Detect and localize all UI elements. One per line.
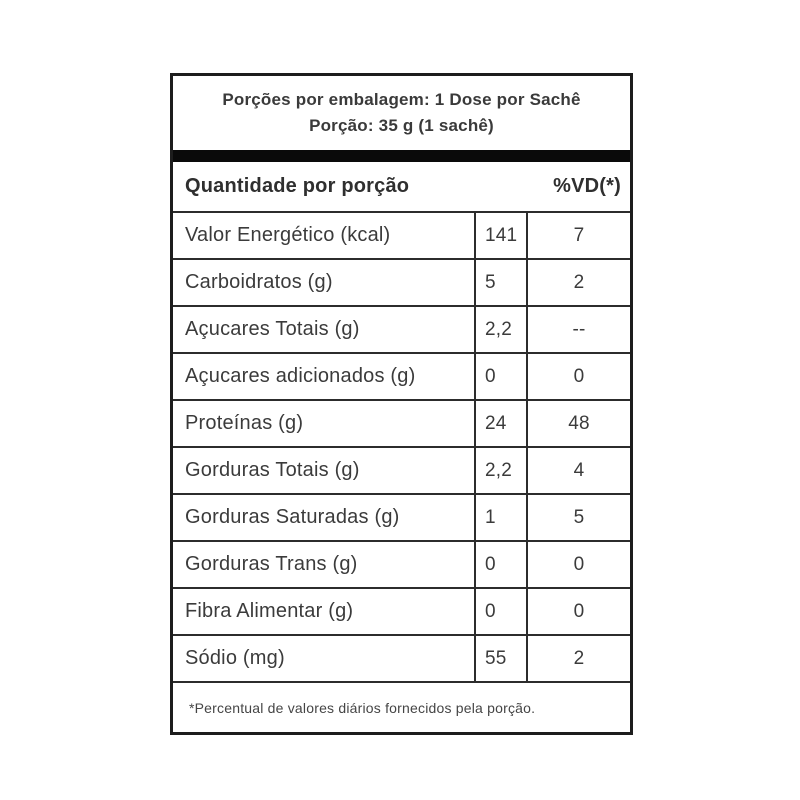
nutrient-quantity: 55 (476, 636, 528, 681)
table-row (173, 213, 630, 260)
quantity-column-header: Quantidade por porção (185, 175, 410, 197)
table-row (173, 354, 630, 401)
nutrient-quantity: 0 (476, 542, 528, 587)
nutrient-label: Gorduras Totais (g) (173, 448, 476, 493)
nutrient-quantity: 5 (476, 260, 528, 305)
nutrient-quantity: 24 (476, 401, 528, 446)
nutrient-label: Fibra Alimentar (g) (173, 589, 476, 634)
divider-bar (173, 150, 630, 162)
nutrient-quantity: 2,2 (476, 307, 528, 352)
nutrient-vd-percent: 4 (573, 459, 585, 481)
vd-column-header: %VD(*) (553, 175, 621, 197)
nutrient-vd-percent: -- (572, 318, 586, 340)
servings-per-package: Porções por embalagem: 1 Dose por Sachê (222, 90, 581, 109)
nutrient-vd-percent: 0 (573, 600, 585, 622)
nutrient-label: Gorduras Saturadas (g) (173, 495, 476, 540)
table-row (173, 401, 630, 448)
nutrient-quantity: 1 (476, 495, 528, 540)
nutrient-quantity: 0 (476, 354, 528, 399)
nutrient-vd-percent: 0 (573, 553, 585, 575)
table-row (173, 307, 630, 354)
nutrition-facts-table (170, 73, 633, 735)
nutrient-label: Açucares adicionados (g) (173, 354, 476, 399)
nutrient-quantity: 141 (476, 213, 528, 258)
serving-size: Porção: 35 g (1 sachê) (309, 116, 494, 135)
table-row (173, 260, 630, 307)
nutrient-label: Gorduras Trans (g) (173, 542, 476, 587)
nutrient-label: Açucares Totais (g) (173, 307, 476, 352)
table-row (173, 589, 630, 636)
nutrient-vd-percent: 5 (573, 506, 585, 528)
table-row (173, 448, 630, 495)
table-row (173, 636, 630, 683)
nutrient-quantity: 0 (476, 589, 528, 634)
daily-values-footnote: *Percentual de valores diários fornecidos pela porção. (189, 699, 536, 716)
nutrient-vd-percent: 7 (573, 224, 585, 246)
nutrient-label: Proteínas (g) (173, 401, 476, 446)
nutrient-vd-percent: 0 (573, 365, 585, 387)
table-row (173, 542, 630, 589)
table-row (173, 495, 630, 542)
nutrient-quantity: 2,2 (476, 448, 528, 493)
nutrient-label: Sódio (mg) (173, 636, 476, 681)
nutrient-label: Valor Energético (kcal) (173, 213, 476, 258)
nutrient-label: Carboidratos (g) (173, 260, 476, 305)
column-header-row (173, 162, 630, 213)
nutrient-vd-percent: 2 (573, 647, 585, 669)
servings-info (173, 76, 630, 150)
nutrient-vd-percent: 48 (568, 412, 590, 434)
nutrient-vd-percent: 2 (573, 271, 585, 293)
